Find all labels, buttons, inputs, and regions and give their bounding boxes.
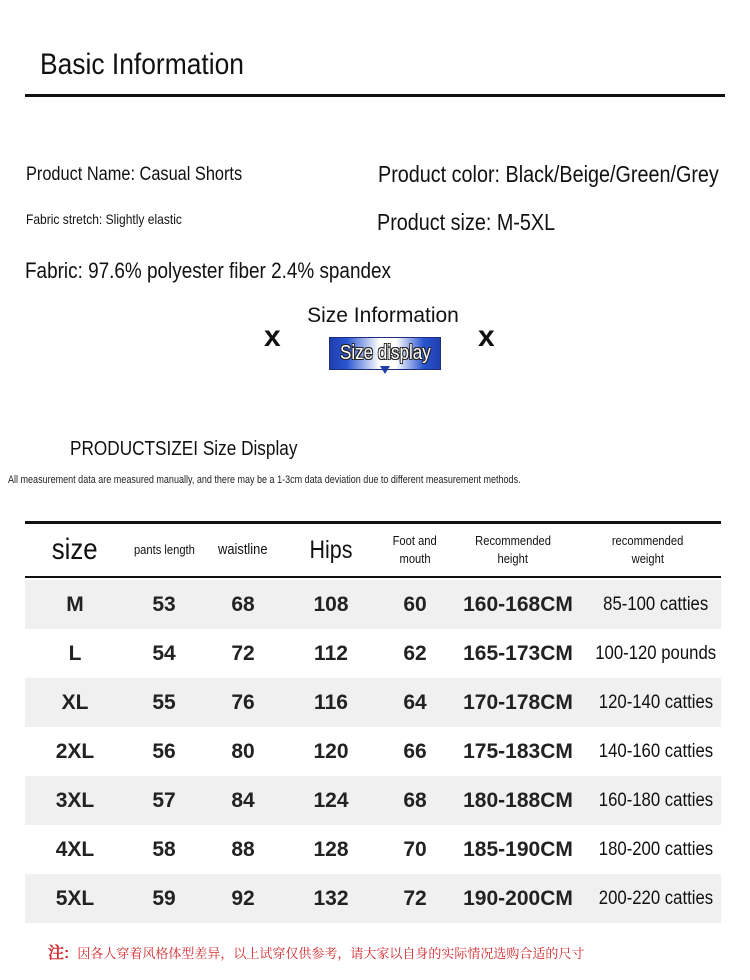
header-label: Hips xyxy=(309,536,353,564)
cell-recommended-weight-text: 85-100 catties xyxy=(603,593,709,615)
cell-recommended-weight xyxy=(585,776,727,825)
cell-recommended-weight xyxy=(585,727,727,776)
cell-recommended-weight xyxy=(585,580,727,629)
table-row xyxy=(25,678,721,727)
header-foot-mouth xyxy=(379,524,451,576)
cell-waistline: 72 xyxy=(231,641,255,665)
cell-hips: 112 xyxy=(314,641,348,665)
cell-foot-mouth: 62 xyxy=(403,641,427,665)
cell-recommended-weight xyxy=(585,874,727,923)
cell-waistline: 84 xyxy=(231,788,255,812)
measurement-disclaimer: All measurement data are measured manually, and there may be a 1-3cm data deviation due to different measurement methods. xyxy=(8,474,521,486)
cell-hips: 116 xyxy=(314,690,348,714)
cell-waistline: 80 xyxy=(231,739,255,763)
cell-size: 2XL xyxy=(55,739,95,763)
product-size: Product size: M-5XL xyxy=(377,209,556,235)
cell-size: L xyxy=(68,641,82,665)
table-row xyxy=(25,874,721,923)
x-mark-right: x xyxy=(478,320,495,353)
product-name: Product Name: Casual Shorts xyxy=(26,164,243,185)
header-label: Recommended xyxy=(475,533,551,548)
cell-pants-length: 55 xyxy=(152,690,176,714)
cell-foot-mouth: 68 xyxy=(403,788,427,812)
header-label: waistline xyxy=(218,541,268,558)
header-waistline xyxy=(203,524,283,576)
cell-foot-mouth: 72 xyxy=(403,886,427,910)
table-row xyxy=(25,825,721,874)
header-label: size xyxy=(52,533,98,566)
cell-recommended-weight-text: 200-220 catties xyxy=(598,887,714,909)
size-display-heading: PRODUCTSIZEI Size Display xyxy=(70,438,298,460)
header-label: pants length xyxy=(133,542,195,557)
cell-foot-mouth: 70 xyxy=(403,837,427,861)
cell-size: XL xyxy=(61,690,89,714)
cell-hips: 108 xyxy=(313,592,349,616)
cell-pants-length: 54 xyxy=(152,641,176,665)
title-divider xyxy=(25,94,725,97)
cell-foot-mouth: 60 xyxy=(403,592,427,616)
product-color: Product color: Black/Beige/Green/Grey xyxy=(378,161,719,187)
cell-recommended-height: 170-178CM xyxy=(463,690,573,714)
badge-pointer-icon xyxy=(380,366,390,374)
cell-recommended-height: 175-183CM xyxy=(463,739,573,763)
cell-recommended-weight-text: 100-120 pounds xyxy=(595,642,717,664)
fabric-stretch: Fabric stretch: Slightly elastic xyxy=(26,211,182,227)
cell-recommended-weight-text: 140-160 catties xyxy=(598,740,714,762)
cell-recommended-height: 190-200CM xyxy=(463,886,573,910)
cell-recommended-weight-text: 120-140 catties xyxy=(598,691,714,713)
cell-waistline: 92 xyxy=(231,886,255,910)
table-row xyxy=(25,580,721,629)
cell-recommended-height: 160-168CM xyxy=(463,592,573,616)
cell-pants-length: 59 xyxy=(152,886,176,910)
table-row xyxy=(25,629,721,678)
cell-hips: 124 xyxy=(313,788,349,812)
cell-hips: 132 xyxy=(313,886,349,910)
cell-size: 4XL xyxy=(55,837,95,861)
header-hips xyxy=(283,524,379,576)
header-recommended-height xyxy=(451,524,575,576)
cell-recommended-height: 180-188CM xyxy=(463,788,573,812)
cell-recommended-weight xyxy=(585,678,727,727)
cell-recommended-weight-text: 180-200 catties xyxy=(598,838,714,860)
header-label: Foot and xyxy=(392,533,438,548)
cell-hips: 120 xyxy=(313,739,349,763)
cell-size: M xyxy=(66,592,84,616)
size-information-title: Size Information xyxy=(307,304,459,327)
fit-note-text: 因各人穿着风格体型差异，以上试穿仅供参考，请大家以自身的实际情况选购合适的尺寸 xyxy=(77,946,585,961)
cell-waistline: 88 xyxy=(231,837,255,861)
table-header-rule xyxy=(25,576,721,578)
cell-waistline: 68 xyxy=(231,592,255,616)
header-recommended-weight xyxy=(575,524,721,576)
x-mark-left: x xyxy=(264,320,281,353)
header-label: recommended xyxy=(612,533,684,548)
cell-waistline: 76 xyxy=(231,690,255,714)
cell-pants-length: 53 xyxy=(152,592,176,616)
cell-pants-length: 56 xyxy=(152,739,176,763)
header-label: height xyxy=(497,551,529,566)
size-display-badge-label: Size display xyxy=(339,342,431,364)
cell-hips: 128 xyxy=(313,837,349,861)
header-pants-length xyxy=(125,524,203,576)
section-title: Basic Information xyxy=(40,48,244,81)
header-label: mouth xyxy=(399,551,431,566)
cell-pants-length: 57 xyxy=(152,788,176,812)
fit-note xyxy=(48,940,584,963)
cell-size: 3XL xyxy=(55,788,95,812)
cell-foot-mouth: 66 xyxy=(403,739,427,763)
cell-recommended-height: 165-173CM xyxy=(463,641,573,665)
cell-size: 5XL xyxy=(55,886,95,910)
cell-pants-length: 58 xyxy=(152,837,176,861)
cell-recommended-weight xyxy=(585,629,727,678)
table-row xyxy=(25,776,721,825)
fit-note-label: 注: xyxy=(48,945,70,962)
header-size xyxy=(25,524,125,576)
table-row xyxy=(25,727,721,776)
cell-foot-mouth: 64 xyxy=(403,690,427,714)
cell-recommended-weight xyxy=(585,825,727,874)
header-label: weight xyxy=(631,551,665,566)
cell-recommended-height: 185-190CM xyxy=(463,837,573,861)
cell-recommended-weight-text: 160-180 catties xyxy=(598,789,714,811)
fabric-composition: Fabric: 97.6% polyester fiber 2.4% spandex xyxy=(25,258,391,283)
